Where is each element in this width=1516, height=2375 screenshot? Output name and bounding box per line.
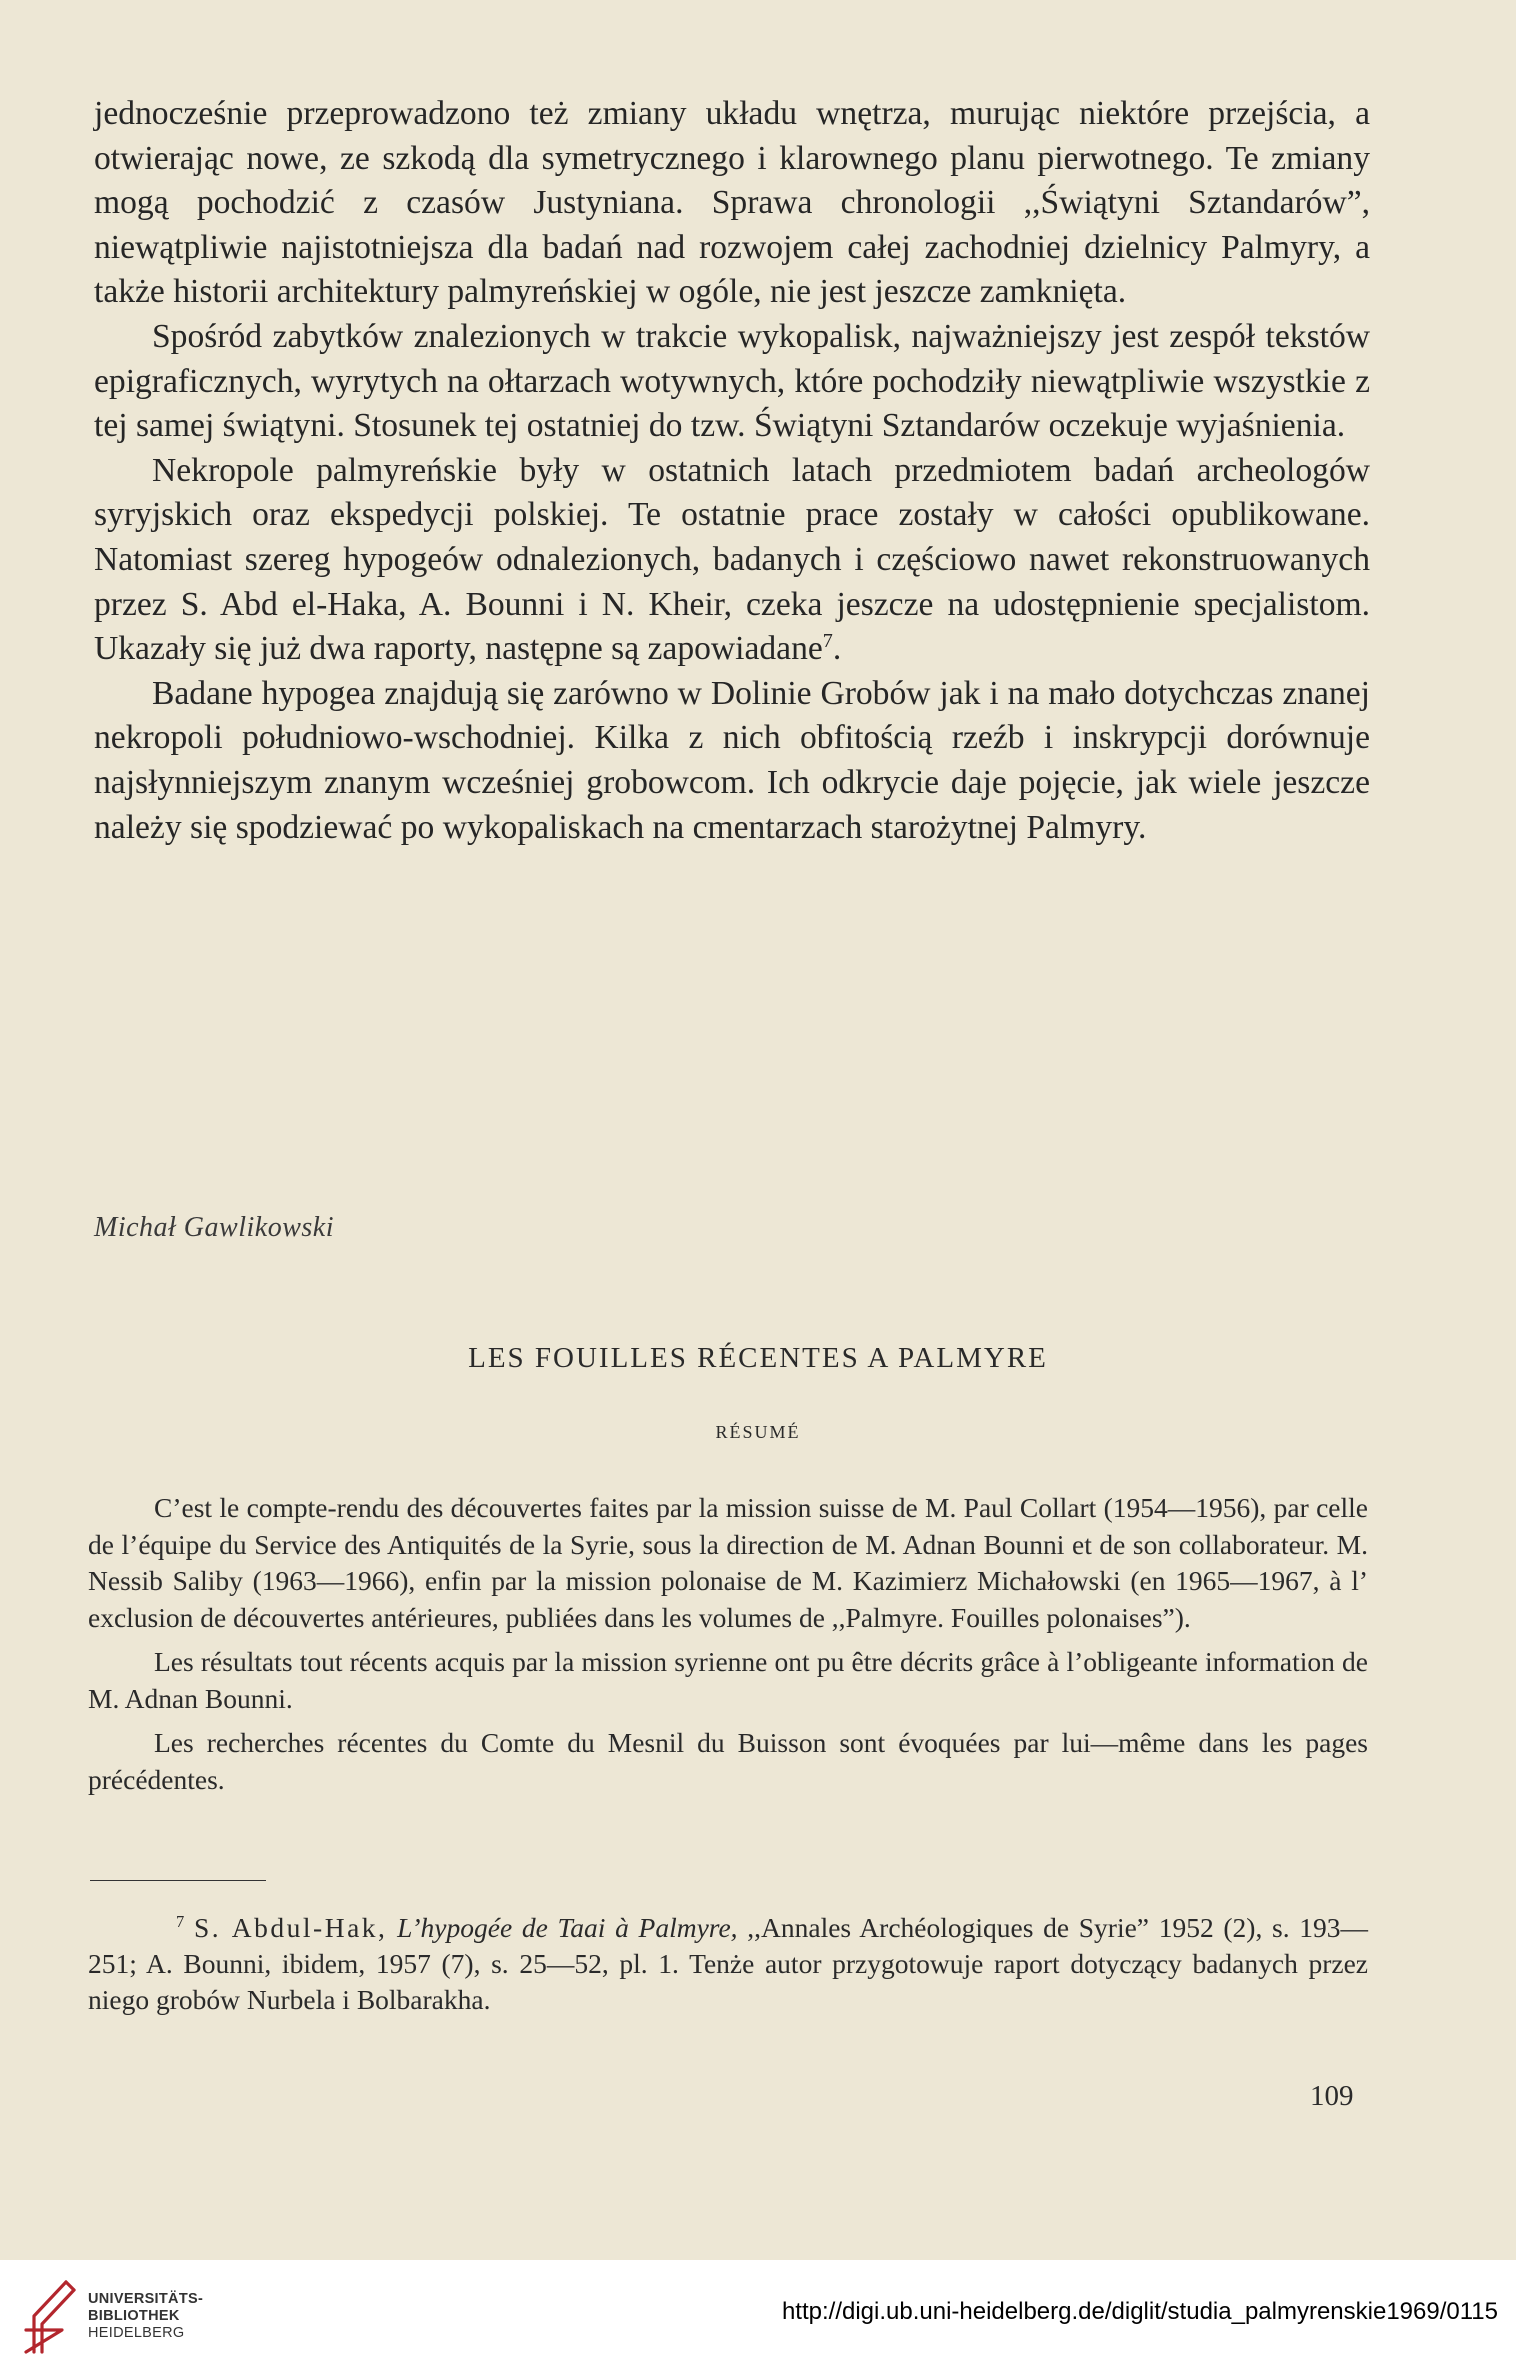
resume-paragraph: Les résultats tout récents acquis par la mission syrienne ont pu être décrits grâce à l’obligeante information de M. Adnan Bounni. — [88, 1646, 1368, 1714]
body-paragraph-text: Nekropole palmyreńskie były w ostatnich latach przedmiotem badań archeologów syryjskich oraz ekspedycji polskiej. Te ostatnie prace zostały w całości opublikowane. Natomiast szereg hypogeów odnalezionych, badanych i częściowo nawet rekonstruowanych przez S. Abd el-Haka, A. Bounni i N. Kheir, czeka jeszcze na udostępnienie specjalistom. Ukazały się już dwa raporty, następne są zapowiadane — [94, 451, 1370, 668]
sentence-period: . — [832, 630, 842, 668]
footnote-divider — [90, 1880, 266, 1881]
footnote — [88, 1910, 1368, 2018]
resume-paragraph: C’est le compte-rendu des découvertes faites par la mission suisse de M. Paul Collart (1954—1956), par celle de l’équipe du Service des Antiquités de la Syrie, sous la direction de M. Adnan Bounni et de son collaborateur. M. Nessib Saliby (1963—1966), enfin par la mission polonaise de M. Kazimierz Michałowski (en 1965—1967, à l’ exclusion de découvertes antérieures, publiées dans les volumes de ,,Palmyre. Fouilles polonaises”). — [88, 1492, 1368, 1633]
library-name — [88, 2291, 203, 2342]
resume-paragraph: Les recherches récentes du Comte du Mesnil du Buisson sont évoquées par lui—même dans les pages précédentes. — [88, 1727, 1368, 1795]
library-name-line: HEIDELBERG — [88, 2325, 185, 2341]
source-url-link[interactable]: http://digi.ub.uni-heidelberg.de/diglit/studia_palmyrenskie1969/0115 — [781, 2298, 1498, 2325]
body-paragraph: jednocześnie przeprowadzono też zmiany układu wnętrza, murując niektóre przejścia, a otwierając nowe, ze szkodą dla symetrycznego i klarownego planu pierwotnego. Te zmiany mogą pochodzić z czasów Justyniana. Sprawa chronologii ,,Świątyni Sztandarów”, niewątpliwie najistotniejsza dla badań nad rozwojem całej zachodniej dzielnicy Palmyry, a także historii architektury palmyreńskiej w ogóle, nie jest jeszcze zamknięta. — [94, 95, 1370, 311]
body-paragraph — [94, 449, 1370, 672]
body-text — [94, 92, 1370, 850]
footnote-marker: 7 — [176, 1911, 185, 1931]
resume-title: LES FOUILLES RÉCENTES A PALMYRE — [468, 1342, 1048, 1374]
page-number: 109 — [1310, 2080, 1354, 2112]
library-footer-bar — [0, 2260, 1516, 2375]
footnote-text: ,,Annales Archéologiques de Syrie” 1952 (2), s. 193—251; A. Bounni, ibidem, 1957 (7), s. 25—52, pl. 1. Tenże autor przygotowuje raport dotyczący badanych przez niego grobów Nurbela i Bolbarakha. — [88, 1912, 1369, 2015]
body-paragraph: Badane hypogea znajdują się zarówno w Dolinie Grobów jak i na mało dotychczas znanej nekropoli południowo-wschodniej. Kilka z nich obfitością rzeźb i inskrypcji dorównuje najsłynniejszym znanym wcześniej grobowcom. Ich odkrycie daje pojęcie, jak wiele jeszcze należy się spodziewać po wykopaliskach na cmentarzach starożytnej Palmyry. — [94, 674, 1370, 846]
heidelberg-library-logo-icon — [18, 2276, 80, 2358]
footnote-reference[interactable]: 7 — [822, 629, 833, 652]
library-name-line: BIBLIOTHEK — [88, 2308, 180, 2324]
library-name-line: UNIVERSITÄTS- — [88, 2291, 204, 2307]
footnote-title: L’hypogée de Taai à Palmyre, — [397, 1912, 738, 1943]
resume-subtitle: RÉSUMÉ — [715, 1422, 801, 1442]
footnote-author: S. Abdul-Hak, — [193, 1912, 388, 1943]
resume-text — [88, 1490, 1368, 1806]
body-paragraph: Spośród zabytków znalezionych w trakcie wykopalisk, najważniejszy jest zespół tekstów epigraficznych, wyrytych na ołtarzach wotywnych, które pochodziły niewątpliwie wszystkie z tej samej świątyni. Stosunek tej ostatniej do tzw. Świątyni Sztandarów oczekuje wyjaśnienia. — [94, 317, 1370, 445]
author-signature: Michał Gawlikowski — [94, 1212, 334, 1243]
